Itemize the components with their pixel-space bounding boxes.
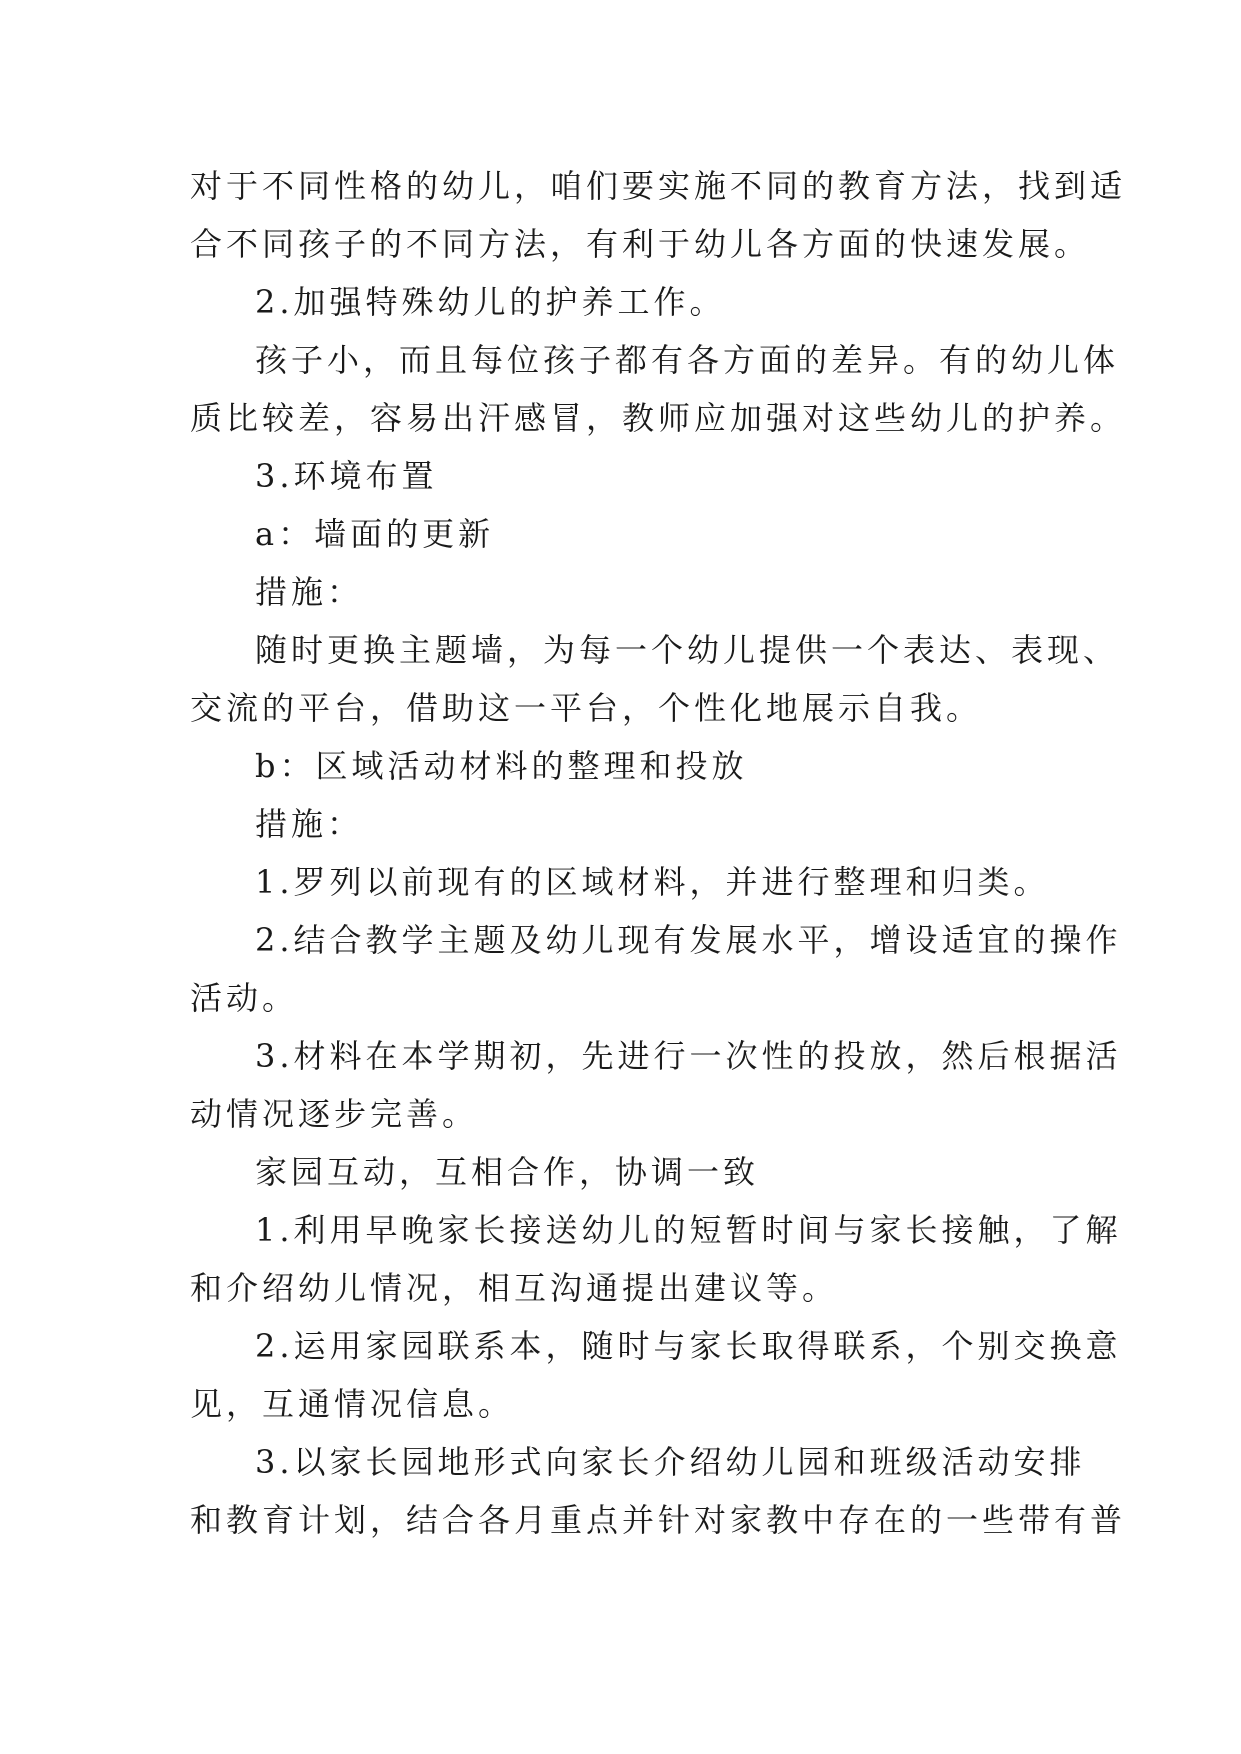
paragraph-line: 随时更换主题墙，为每一个幼儿提供一个表达、表现、 [255, 631, 1120, 669]
list-item: 2.运用家园联系本，随时与家长取得联系，个别交换意 [255, 1327, 1122, 1365]
paragraph-line: 和教育计划，结合各月重点并针对家教中存在的一些带有普 [190, 1501, 1127, 1539]
paragraph-line: 对于不同性格的幼儿，咱们要实施不同的教育方法，找到适 [190, 167, 1127, 205]
section-heading: 3.环境布置 [255, 457, 438, 495]
paragraph-line: 交流的平台，借助这一平台，个性化地展示自我。 [190, 689, 983, 727]
paragraph-line: 孩子小，而且每位孩子都有各方面的差异。有的幼儿体 [255, 341, 1120, 379]
paragraph-line: 和介绍幼儿情况，相互沟通提出建议等。 [190, 1269, 839, 1307]
paragraph-line: 质比较差，容易出汗感冒，教师应加强对这些幼儿的护养。 [190, 399, 1127, 437]
paragraph-line: 动情况逐步完善。 [190, 1095, 479, 1133]
paragraph-line: 活动。 [190, 979, 299, 1017]
section-heading: 2.加强特殊幼儿的护养工作。 [255, 283, 726, 321]
list-item: 3.以家长园地形式向家长介绍幼儿园和班级活动安排 [255, 1443, 1086, 1481]
paragraph-line: 合不同孩子的不同方法，有利于幼儿各方面的快速发展。 [190, 225, 1091, 263]
measures-label: 措施： [255, 805, 364, 843]
list-item: 1.罗列以前现有的区域材料，并进行整理和归类。 [255, 863, 1050, 901]
subsection-heading: b：区域活动材料的整理和投放 [255, 747, 748, 785]
list-item: 3.材料在本学期初，先进行一次性的投放，然后根据活 [255, 1037, 1122, 1075]
section-heading: 家园互动，互相合作，协调一致 [255, 1153, 760, 1191]
measures-label: 措施： [255, 573, 364, 611]
list-item: 1.利用早晚家长接送幼儿的短暂时间与家长接触，了解 [255, 1211, 1122, 1249]
list-item: 2.结合教学主题及幼儿现有发展水平，增设适宜的操作 [255, 921, 1122, 959]
subsection-heading: a：墙面的更新 [255, 515, 495, 553]
paragraph-line: 见，互通情况信息。 [190, 1385, 515, 1423]
